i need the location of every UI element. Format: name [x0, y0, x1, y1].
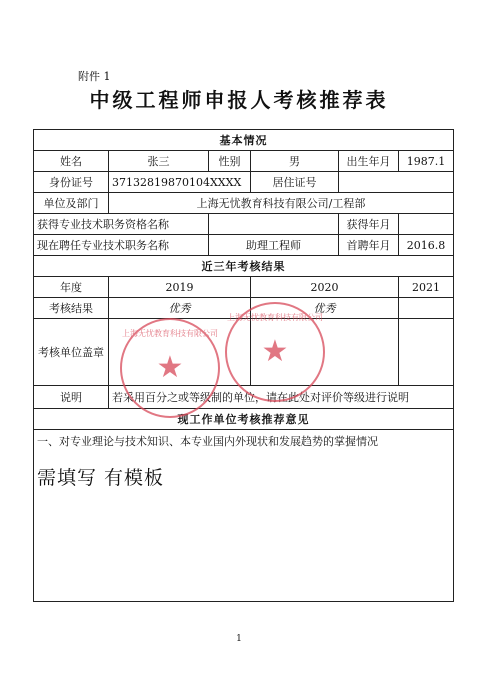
page-number: 1: [236, 634, 242, 644]
recommend-item-1: 一、对专业理论与技术知识、本专业国内外现状和发展趋势的掌握情况: [37, 435, 378, 448]
seal-star-icon: ★: [261, 334, 289, 369]
qualification-year-label: 获得年月: [339, 214, 399, 235]
year-2019: 2019: [109, 277, 251, 298]
seal-text: 上海无忧教育科技有限公司: [122, 329, 218, 338]
result-label: 考核结果: [34, 298, 109, 319]
unit-value[interactable]: 上海无忧教育科技有限公司/工程部: [109, 193, 454, 214]
qualification-value[interactable]: [209, 214, 339, 235]
position-label: 现在聘任专业技术职务名称: [34, 235, 209, 256]
residence-label: 居住证号: [251, 172, 339, 193]
page-title: 中级工程师申报人考核推荐表: [89, 88, 389, 112]
company-seal-2019: [120, 318, 220, 418]
gender-value[interactable]: 男: [251, 151, 339, 172]
seal-star-icon: ★: [156, 350, 184, 385]
section-assessment-header: 近三年考核结果: [34, 256, 454, 277]
hire-label: 首聘年月: [339, 235, 399, 256]
year-label: 年度: [34, 277, 109, 298]
birth-label: 出生年月: [339, 151, 399, 172]
id-value[interactable]: 37132819870104XXXX: [109, 172, 251, 193]
result-2021[interactable]: [399, 298, 454, 319]
name-value[interactable]: 张三: [109, 151, 209, 172]
qualification-label: 获得专业技术职务资格名称: [34, 214, 209, 235]
hire-value[interactable]: 2016.8: [399, 235, 454, 256]
unit-label: 单位及部门: [34, 193, 109, 214]
handwritten-note: 需填写 有模板: [37, 467, 165, 489]
result-2019[interactable]: 优秀: [109, 298, 251, 319]
note-label: 说明: [34, 386, 109, 409]
annex-label: 附件 1: [78, 70, 111, 83]
result-2020[interactable]: 优秀: [251, 298, 399, 319]
birth-value[interactable]: 1987.1: [399, 151, 454, 172]
qualification-year-value[interactable]: [399, 214, 454, 235]
company-seal-2020: [225, 302, 325, 402]
stamp-cell-2021: [399, 319, 454, 386]
section-recommend-header: 现工作单位考核推荐意见: [34, 409, 454, 430]
gender-label: 性别: [209, 151, 251, 172]
recommend-cell[interactable]: [34, 430, 454, 602]
seal-text: 上海无忧教育科技有限公司: [227, 313, 323, 322]
position-value[interactable]: 助理工程师: [209, 235, 339, 256]
stamp-label: 考核单位盖章: [34, 319, 109, 386]
year-2020: 2020: [251, 277, 399, 298]
year-2021: 2021: [399, 277, 454, 298]
id-label: 身份证号: [34, 172, 109, 193]
note-text: 若采用百分之或等级制的单位，请在此处对评价等级进行说明: [109, 386, 454, 409]
section-basic-header: 基本情况: [34, 130, 454, 151]
name-label: 姓名: [34, 151, 109, 172]
residence-value[interactable]: [339, 172, 454, 193]
